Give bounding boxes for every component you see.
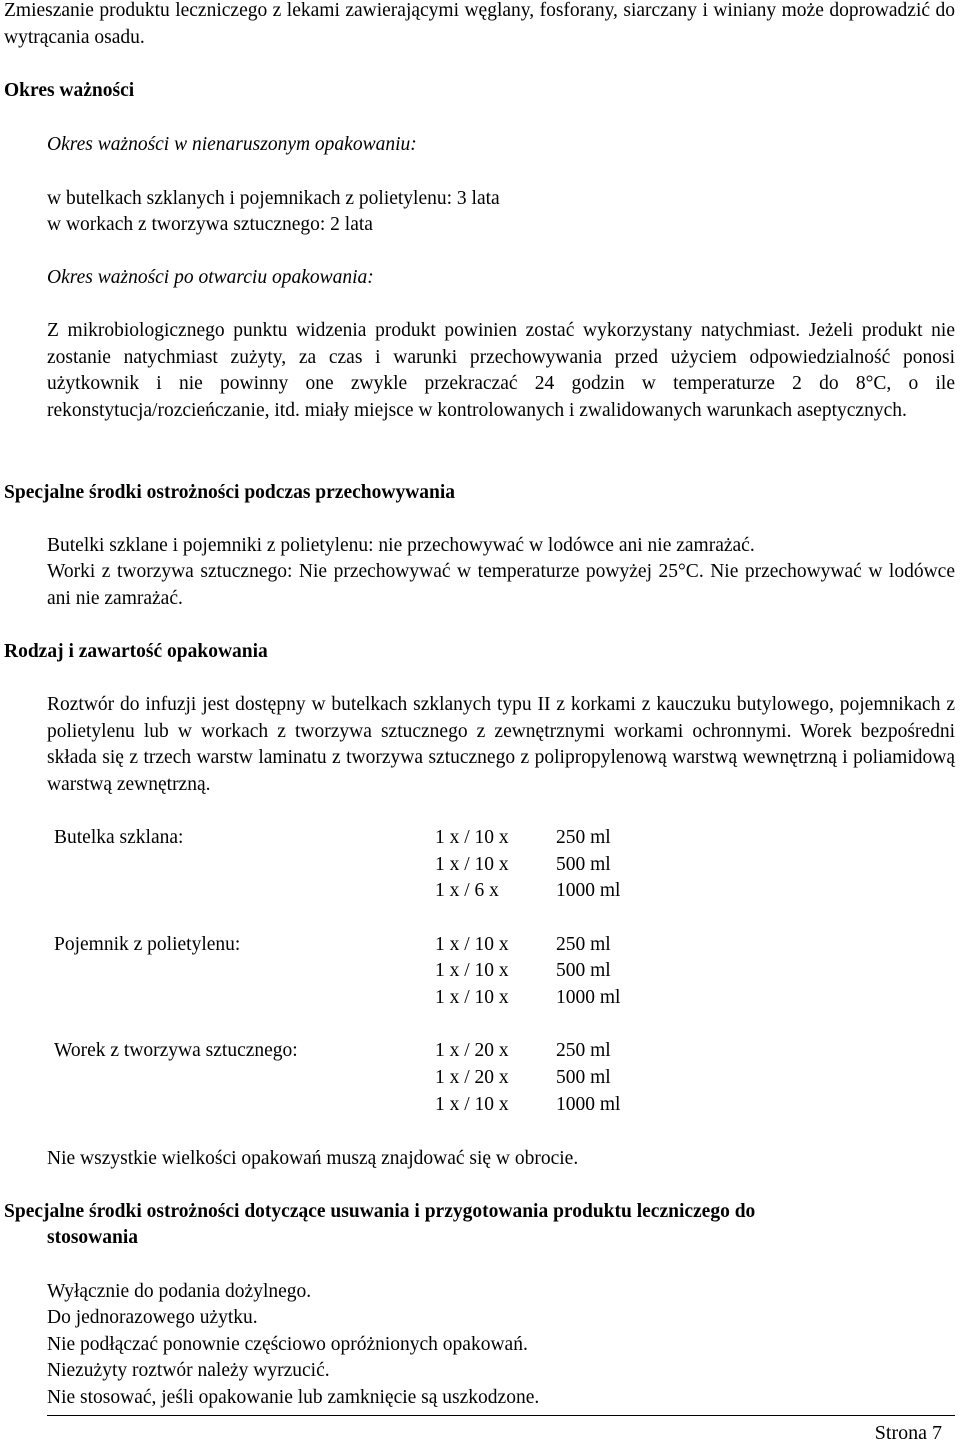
package-type-label: Worek z tworzywa sztucznego: [54, 1040, 298, 1061]
storage-line: Worki z tworzywa sztucznego: Nie przechowywać w temperaturze powyżej 25°C. Nie przechowywać w lodówce ani nie zamrażać. [47, 561, 955, 609]
disposal-heading: Specjalne środki ostrożności dotyczące usuwania i przygotowania produktu leczniczego do [4, 1201, 756, 1222]
unopened-item: w workach z tworzywa sztucznego: 2 lata [47, 214, 373, 235]
package-count: 1 x / 6 x [435, 880, 499, 901]
unopened-subheading: Okres ważności w nienaruszonym opakowaniu: [47, 134, 417, 155]
package-type-label: Pojemnik z polietylenu: [54, 934, 241, 955]
page-number: Strona 7 [874, 1422, 942, 1444]
package-count: 1 x / 10 x [435, 1094, 509, 1115]
package-count: 1 x / 10 x [435, 827, 509, 848]
package-volume: 250 ml [556, 934, 611, 955]
disposal-item: Nie podłączać ponownie częściowo opróżnionych opakowań. [47, 1334, 528, 1355]
footer-divider [47, 1415, 955, 1416]
package-volume: 1000 ml [556, 1094, 621, 1115]
unopened-item: w butelkach szklanych i pojemnikach z polietylenu: 3 lata [47, 188, 500, 209]
disposal-item: Do jednorazowego użytku. [47, 1307, 258, 1328]
shelf-life-heading: Okres ważności [4, 80, 135, 101]
package-volume: 250 ml [556, 1040, 611, 1061]
disposal-heading-cont: stosowania [47, 1227, 139, 1248]
storage-heading: Specjalne środki ostrożności podczas przechowywania [4, 482, 456, 503]
package-count: 1 x / 20 x [435, 1067, 509, 1088]
disposal-item: Niezużyty roztwór należy wyrzucić. [47, 1360, 330, 1381]
package-volume: 500 ml [556, 854, 611, 875]
package-volume: 250 ml [556, 827, 611, 848]
package-type-label: Butelka szklana: [54, 827, 184, 848]
disposal-item: Wyłącznie do podania dożylnego. [47, 1281, 312, 1302]
package-count: 1 x / 10 x [435, 854, 509, 875]
package-count: 1 x / 10 x [435, 934, 509, 955]
opened-subheading: Okres ważności po otwarciu opakowania: [47, 267, 374, 288]
package-volume: 1000 ml [556, 987, 621, 1008]
packaging-heading: Rodzaj i zawartość opakowania [4, 641, 268, 662]
storage-line: Butelki szklane i pojemniki z polietylenu: nie przechowywać w lodówce ani nie zamrażać. [47, 535, 755, 556]
package-count: 1 x / 20 x [435, 1040, 509, 1061]
opened-paragraph: Z mikrobiologicznego punktu widzenia produkt powinien zostać wykorzystany natychmiast. Jeżeli produkt nie zostanie natychmiast zużyty, za czas i warunki przechowywania przed użyciem odpowiedzialność ponosi użytkownik i nie powinny one zwykle przekraczać 24 godzin w temperaturze 2 do 8°C, o ile rekonstytucja/rozcieńczanie, itd. miały miejsce w kontrolowanych i zwalidowanych warunkach aseptycznych. [47, 320, 955, 421]
package-volume: 500 ml [556, 1067, 611, 1088]
packaging-description: Roztwór do infuzji jest dostępny w butelkach szklanych typu II z korkami z kauczuku butylowego, pojemnikach z polietylenu lub w workach z tworzywa sztucznego z zewnętrznymi workami ochronnymi. Worek bezpośredni składa się z trzech warstw laminatu z tworzywa sztucznego z polipropylenową warstwą wewnętrzną i poliamidową warstwą zewnętrzną. [47, 694, 955, 795]
packaging-note: Nie wszystkie wielkości opakowań muszą znajdować się w obrocie. [47, 1148, 579, 1169]
disposal-item: Nie stosować, jeśli opakowanie lub zamknięcie są uszkodzone. [47, 1387, 540, 1408]
package-count: 1 x / 10 x [435, 960, 509, 981]
intro-paragraph: Zmieszanie produktu leczniczego z lekami zawierającymi węglany, fosforany, siarczany i winiany może doprowadzić do wytrącania osadu. [4, 0, 955, 48]
package-volume: 500 ml [556, 960, 611, 981]
package-volume: 1000 ml [556, 880, 621, 901]
package-count: 1 x / 10 x [435, 987, 509, 1008]
